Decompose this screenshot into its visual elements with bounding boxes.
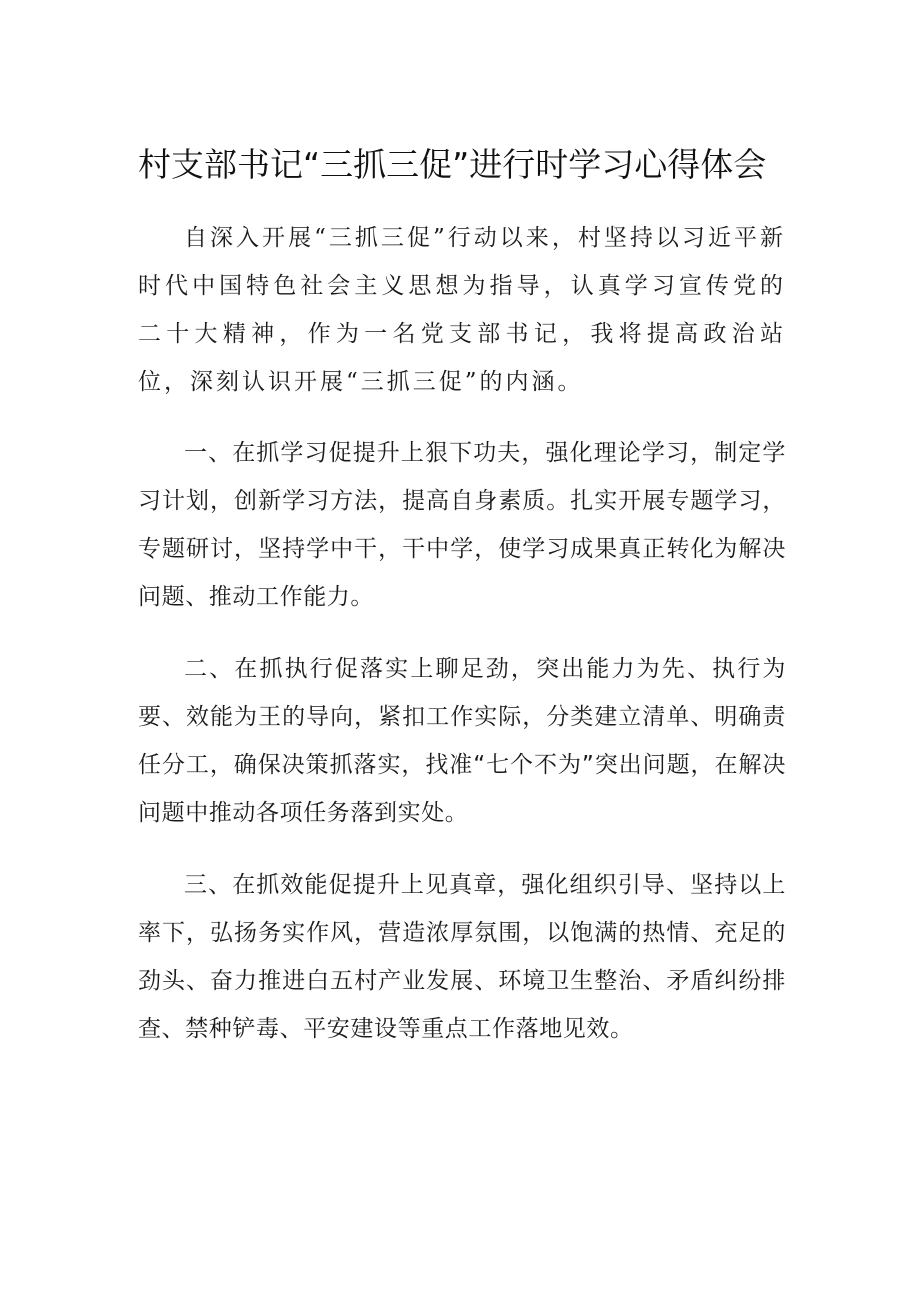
paragraph-point-1: 一、在抓学习促提升上狠下功夫，强化理论学习，制定学习计划，创新学习方法，提高自身素质。扎实开展专题学习，专题研讨，坚持学中干，干中学，使学习成果真正转化为解决问题、推动工作能力。 bbox=[138, 440, 786, 610]
document-title: 村支部书记“三抓三促”进行时学习心得体会 bbox=[138, 145, 767, 184]
document-body bbox=[138, 214, 786, 1077]
paragraph-intro: 自深入开展“三抓三促”行动以来，村坚持以习近平新时代中国特色社会主义思想为指导，认真学习宣传党的二十大精神，作为一名党支部书记，我将提高政治站位，深刻认识开展“三抓三促”的内涵。 bbox=[138, 225, 786, 395]
paragraph-point-2: 二、在抓执行促落实上聊足劲，突出能力为先、执行为要、效能为王的导向，紧扣工作实际，分类建立清单、明确责任分工，确保决策抓落实，找准“七个不为”突出问题，在解决问题中推动各项任务落到实处。 bbox=[138, 656, 786, 826]
paragraph-point-3: 三、在抓效能促提升上见真章，强化组织引导、坚持以上率下，弘扬务实作风，营造浓厚氛围，以饱满的热情、充足的劲头、奋力推进白五村产业发展、环境卫生整治、矛盾纠纷排查、禁种铲毒、平安建设等重点工作落地见效。 bbox=[138, 872, 786, 1042]
